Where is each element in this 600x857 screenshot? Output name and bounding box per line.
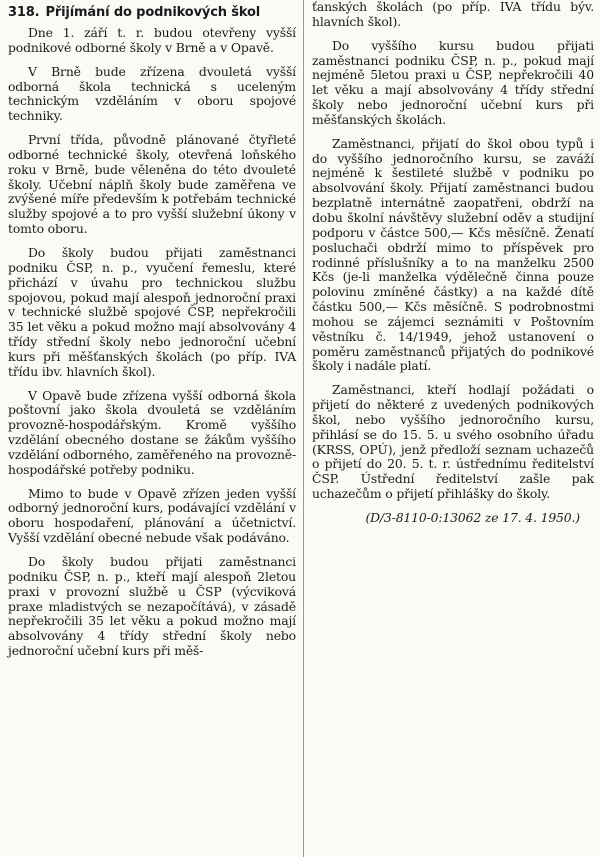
paragraph: Zaměstnanci, kteří hodlají požádati o přijetí do některé z uvedených podnikových škol, nebo vyššího jednoročního kursu, přihlásí se do 15. 5. u svého osobního úřadu (KRSS, OPÚ), jenž předloží seznam uchazečů o přijetí do 20. 5. t. r. ústřednímu ředitelství ČSP. Ústřední ředitelství zašle pak uchazečům o přijetí přihlášky do školy.: [312, 382, 594, 502]
article-title: Přijímání do podnikových škol: [45, 5, 261, 20]
left-column: [8, 0, 296, 668]
paragraph: Zaměstnanci, přijatí do škol obou typů i do vyššího jednoročního kursu, se zaváží nejméně k šestileté službě v podniku po absolvování školy. Přijatí zaměstnanci budou bezplatně internátně zaopatřeni, obdrží na dobu školní návštěvy služební oděv a studijní podporu v částce 500,— Kčs měsíčně. Ženatí posluchači obdrží mimo to příspěvek pro rodinné příslušníky a to na manželku 2500 Kčs (je-li manželka výdělečně činna pouze polovinu zmíněné částky) a na každé dítě částku 500,— Kčs měsíčně. S podrobnostmi mohou se zájemci seznámiti v Poštovním věstníku č. 14/1949, jehož ustanovení o poměru zaměstnanců přijatých do podnikové školy i nadále platí.: [312, 135, 594, 374]
column-divider: [303, 0, 304, 857]
paragraph: Dne 1. září t. r. budou otevřeny vyšší podnikové odborné školy v Brně a v Opavě.: [8, 25, 296, 55]
paragraph: Do školy budou přijati zaměstnanci podniku ČSP, n. p., vyučení řemeslu, které přichází v úvahu pro technickou službu spojovou, pokud mají alespoň jednoroční praxi v technické službě spojové ČSP, nepřekročili 35 let věku a pokud možno mají absolvovány 4 třídy střední školy nebo jednoroční učební kurs při měšťanských školách (po příp. IVA třídu ibv. hlavních škol).: [8, 244, 296, 379]
paragraph: V Brně bude zřízena dvouletá vyšší odborná škola technická s uceleným technickým vzděláním v oboru spojové techniky.: [8, 63, 296, 124]
paragraph-continuation: ťanských školách (po příp. IVA třídu býv. hlavních škol).: [312, 0, 594, 29]
article-heading: [8, 5, 296, 21]
paragraph: Mimo to bude v Opavě zřízen jeden vyšší odborný jednoroční kurs, podávající vzdělání v oboru hospodaření, plánování a účetnictví. Vyšší vzdělání obecné nebude však podáváno.: [8, 485, 296, 546]
paragraph: Do vyššího kursu budou přijati zaměstnanci podniku ČSP, n. p., pokud mají nejméně 5letou praxi u ČSP, nepřekročili 40 let věku a mají absolvovány 4 třídy střední školy nebo jednoroční učební kurs při měšťanských školách.: [312, 37, 594, 127]
right-column: [312, 0, 594, 535]
paragraph: V Opavě bude zřízena vyšší odborná škola poštovní jako škola dvouletá se vzděláním provozně-hospodářským. Kromě vyššího vzdělání obecného dostane se žákům vyššího vzdělání odborného, zaměřeného na provozně-hospodářské potřeby podniku.: [8, 387, 296, 477]
reference-number: (D/3-8110-0:13062 ze 17. 4. 1950.): [365, 510, 580, 525]
paragraph: První třída, původně plánované čtyřleté odborné technické školy, otevřená loňského roku v Brně, bude věleněna do této dvouleté školy. Učební náplň školy bude zaměřena ve zvýšené míře především k potřebám technické služby spojové a to pro vyšší služební úkony v tomto oboru.: [8, 132, 296, 237]
article-number: 318.: [8, 5, 40, 20]
paragraph: Do školy budou přijati zaměstnanci podniku ČSP, n. p., kteří mají alespoň 2letou praxi v provozní službě u ČSP (výcviková praxe mladistvých se nezapočítává), v zásadě nepřekročili 35 let věku a pokud možno mají absolvovány 4 třídy střední školy nebo jednoroční učební kurs při měš-: [8, 554, 296, 659]
